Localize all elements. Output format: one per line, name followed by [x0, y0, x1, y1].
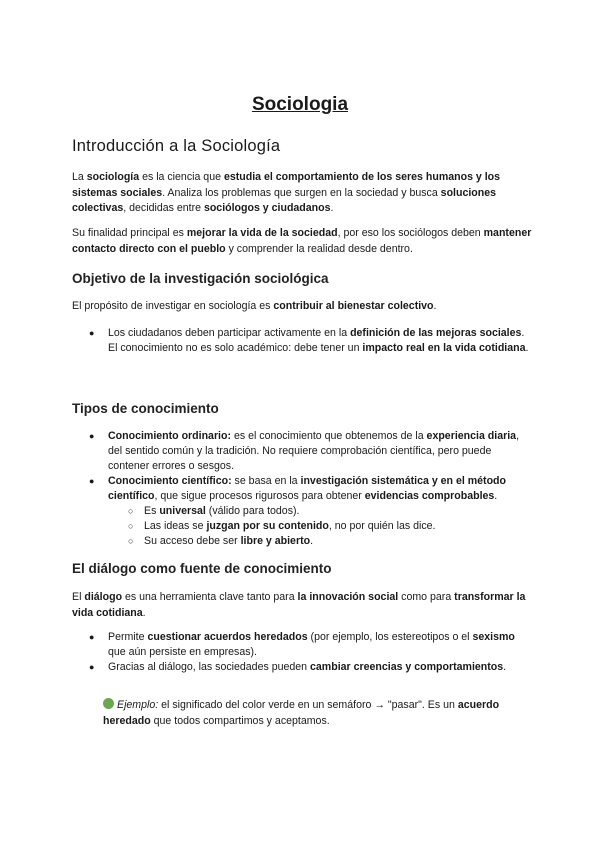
bold-text: Conocimiento ordinario: — [108, 430, 232, 442]
text: , por eso los sociólogos deben — [337, 227, 484, 239]
bullet-icon: ● — [89, 662, 95, 672]
text: Los ciudadanos deben participar activamente en la — [108, 327, 351, 339]
bold-text: mejorar la vida de la sociedad — [186, 227, 338, 239]
bold-text: experiencia diaria — [426, 430, 517, 442]
heading-introduccion: Introducción a la Sociología — [72, 137, 281, 155]
objetivo-list — [88, 326, 532, 356]
text: , decididas entre — [123, 202, 204, 214]
heading-tipos: Tipos de conocimiento — [72, 401, 219, 416]
text: , no por quién las dice. — [328, 520, 436, 532]
bold-text: estudia el comportamiento de los seres humanos y los sistemas sociales — [72, 171, 501, 199]
bold-text: libre y abierto — [240, 535, 311, 547]
text: es el conocimiento que obtenemos de la — [231, 430, 427, 442]
text: que aún persiste en empresas). — [108, 646, 257, 658]
green-circle-icon — [103, 698, 114, 709]
text: Gracias al diálogo, las sociedades pueden — [108, 661, 311, 673]
bold-text: mantener contacto directo con el pueblo — [72, 227, 532, 255]
text: , del sentido común y la tradición. No requiere comprobación científica, pero puede contener errores o sesgos. — [108, 430, 520, 472]
bullet-icon: ● — [89, 431, 95, 441]
sub-list — [108, 504, 532, 549]
bullet-icon: ● — [89, 632, 95, 642]
bold-text: investigación sistemática y en el método científico — [108, 475, 506, 502]
bold-text: transformar la vida cotidiana — [72, 591, 526, 619]
text: El propósito de investigar en sociología es — [72, 300, 274, 312]
bold-text: la innovación social — [297, 591, 399, 603]
circle-bullet-icon: ○ — [128, 521, 134, 531]
bold-text: sociólogos y ciudadanos — [203, 202, 331, 214]
objetivo-paragraph — [72, 299, 532, 315]
text: . — [503, 661, 507, 673]
bold-text: impacto real en la vida cotidiana — [362, 342, 526, 354]
bold-text: juzgan por su contenido — [206, 520, 329, 532]
text: como para — [398, 591, 455, 603]
bold-text: sexismo — [472, 631, 515, 643]
document-title: Sociologia — [251, 94, 349, 115]
text: El — [72, 591, 85, 603]
tipos-list — [88, 429, 532, 549]
bullet-icon: ● — [89, 476, 95, 486]
text: Su acceso debe ser — [144, 535, 241, 547]
text: . — [142, 606, 146, 619]
bold-text: evidencias comprobables — [364, 490, 495, 502]
bold-text: cuestionar acuerdos heredados — [147, 631, 308, 643]
text: es la ciencia que — [139, 171, 224, 183]
text: . — [521, 327, 525, 339]
list-item — [88, 660, 532, 675]
sub-list-item — [128, 534, 532, 549]
text: se basa en la — [231, 475, 301, 487]
text: el significado del color verde en un semáforo → "pasar". Es un — [158, 698, 458, 711]
list-item — [88, 474, 532, 549]
text: . Analiza los problemas que surgen en la sociedad y busca — [162, 186, 441, 199]
sub-list-item — [128, 504, 532, 519]
text: . — [433, 300, 437, 312]
heading-dialogo: El diálogo como fuente de conocimiento — [72, 561, 332, 576]
list-item — [88, 326, 532, 356]
list-item — [88, 630, 532, 660]
sub-list-item — [128, 519, 532, 534]
text: y comprender la realidad desde dentro. — [225, 242, 413, 255]
bullet-icon: ● — [89, 328, 95, 338]
text: La — [72, 171, 87, 183]
text: Es — [144, 505, 160, 517]
text: (válido para todos). — [205, 505, 300, 517]
text: , que sigue procesos rigurosos para obtener — [154, 490, 365, 502]
bold-text: soluciones colectivas — [72, 186, 497, 214]
circle-bullet-icon: ○ — [128, 536, 134, 546]
text: Las ideas se — [144, 520, 207, 532]
bold-text: contribuir al bienestar colectivo — [273, 300, 434, 312]
circle-bullet-icon: ○ — [128, 506, 134, 516]
heading-objetivo: Objetivo de la investigación sociológica — [72, 271, 329, 286]
bold-text: universal — [159, 505, 206, 517]
dialogo-list — [88, 630, 532, 675]
text: . — [494, 490, 498, 502]
text: . — [525, 342, 529, 354]
bold-text: Conocimiento científico: — [108, 475, 232, 487]
example-callout — [103, 697, 533, 729]
bold-text: sociología — [86, 171, 140, 183]
list-item — [88, 429, 532, 474]
intro-paragraph-2 — [72, 226, 532, 257]
text: Permite — [108, 631, 148, 643]
text: . — [330, 202, 334, 214]
example-label: Ejemplo: — [117, 698, 159, 711]
text: es una herramienta clave tanto para — [122, 591, 298, 603]
text: . — [310, 535, 314, 547]
text: Su finalidad principal es — [72, 227, 187, 239]
text: que todos compartimos y aceptamos. — [150, 714, 330, 727]
dialogo-paragraph — [72, 590, 532, 621]
text: El conocimiento no es solo académico: debe tener un — [108, 342, 363, 354]
bold-text: diálogo — [84, 591, 123, 603]
text: (por ejemplo, los estereotipos o el — [307, 631, 473, 643]
bold-text: definición de las mejoras sociales — [350, 327, 522, 339]
bold-text: acuerdo heredado — [103, 698, 500, 727]
intro-paragraph-1 — [72, 170, 532, 217]
bold-text: cambiar creencias y comportamientos — [310, 661, 504, 673]
